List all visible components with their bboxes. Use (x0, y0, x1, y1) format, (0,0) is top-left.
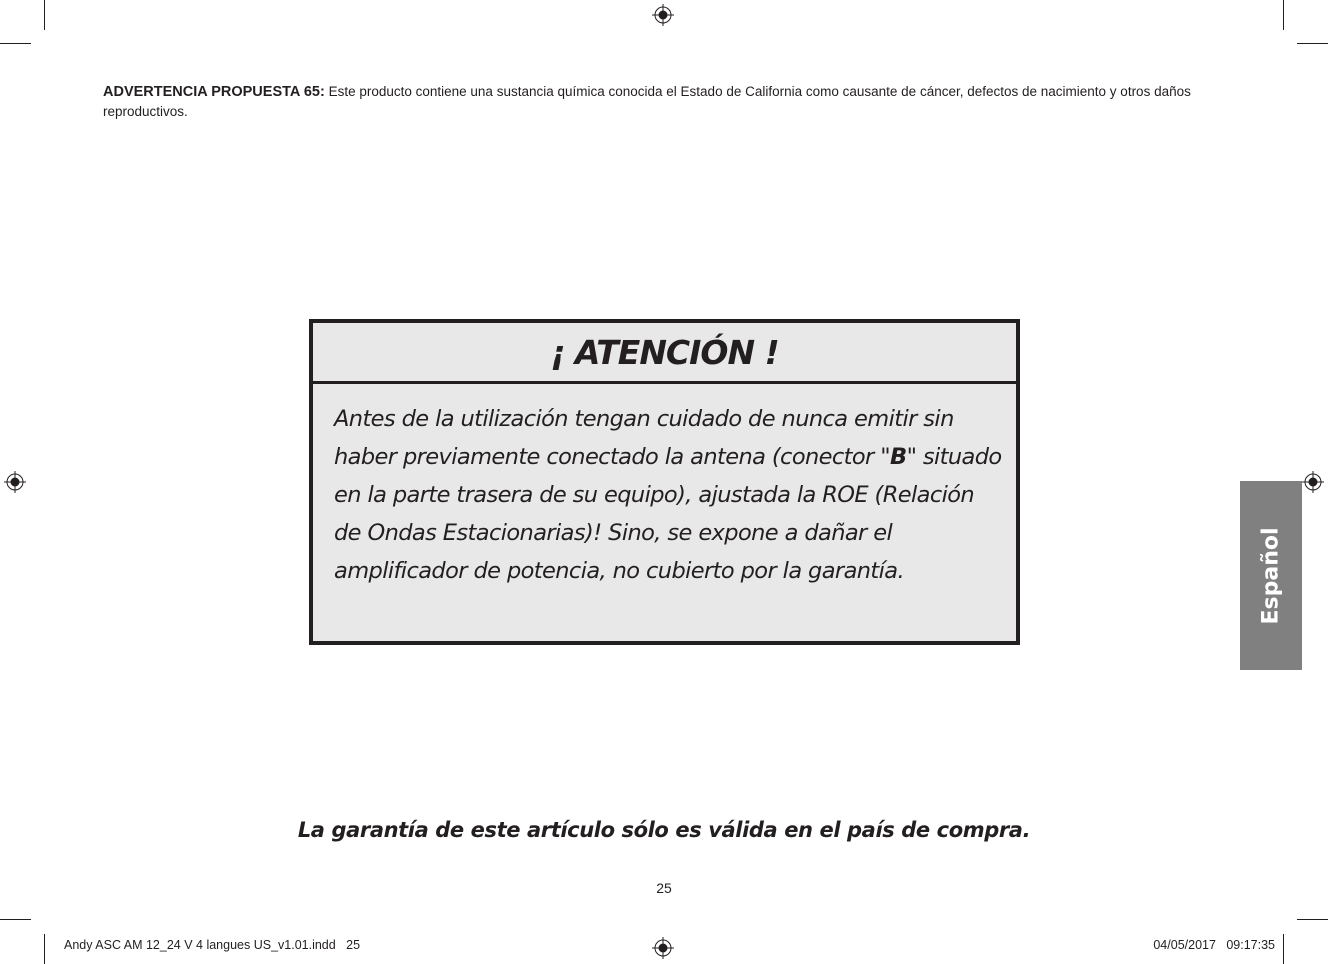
language-tab (1240, 481, 1302, 670)
registration-mark-icon (652, 4, 674, 26)
crop-mark-bottom-right-vertical (1283, 934, 1284, 964)
attention-title: ¡ ATENCIÓN ! (313, 323, 1016, 384)
crop-mark-top-right-vertical (1283, 0, 1284, 30)
crop-mark-top-left-vertical (44, 0, 45, 30)
warning-label: ADVERTENCIA PROPUESTA 65: (103, 84, 325, 100)
crop-mark-top-left-horizontal (0, 43, 31, 44)
attention-box (309, 319, 1020, 645)
registration-mark-icon (1302, 471, 1324, 493)
attention-body-text: Antes de la utilización tengan cuidado de nunca emitir sin haber previamente conectado la antena (conector " (334, 406, 954, 470)
crop-mark-bottom-left-vertical (44, 934, 45, 964)
slug-datetime: 04/05/2017 09:17:35 (1153, 938, 1275, 952)
attention-connector-letter: B (890, 444, 907, 470)
guarantee-note: La garantía de este artículo sólo es válida en el país de compra. (297, 818, 1031, 842)
registration-mark-icon (4, 471, 26, 493)
crop-mark-bottom-left-horizontal (0, 919, 31, 920)
page-number: 25 (656, 880, 672, 896)
attention-body (313, 384, 1016, 590)
prop65-warning (103, 82, 1233, 122)
crop-mark-bottom-right-horizontal (1297, 919, 1328, 920)
registration-mark-icon (652, 937, 674, 959)
slug-filename: Andy ASC AM 12_24 V 4 langues US_v1.01.indd 25 (64, 938, 361, 952)
crop-mark-top-right-horizontal (1297, 43, 1328, 44)
language-tab-label: Español (1258, 526, 1284, 625)
warning-text: Este producto contiene una sustancia química conocida el Estado de California como causante de cáncer, defectos de nacimiento y otros daños reproductivos. (103, 84, 1191, 119)
attention-body-text-continued: " situado en la parte trasera de su equipo), ajustada la ROE (Relación de Ondas Estacionarias)! Sino, se expone a dañar el amplificador de potencia, no cubierto por la garantía. (334, 444, 1002, 584)
